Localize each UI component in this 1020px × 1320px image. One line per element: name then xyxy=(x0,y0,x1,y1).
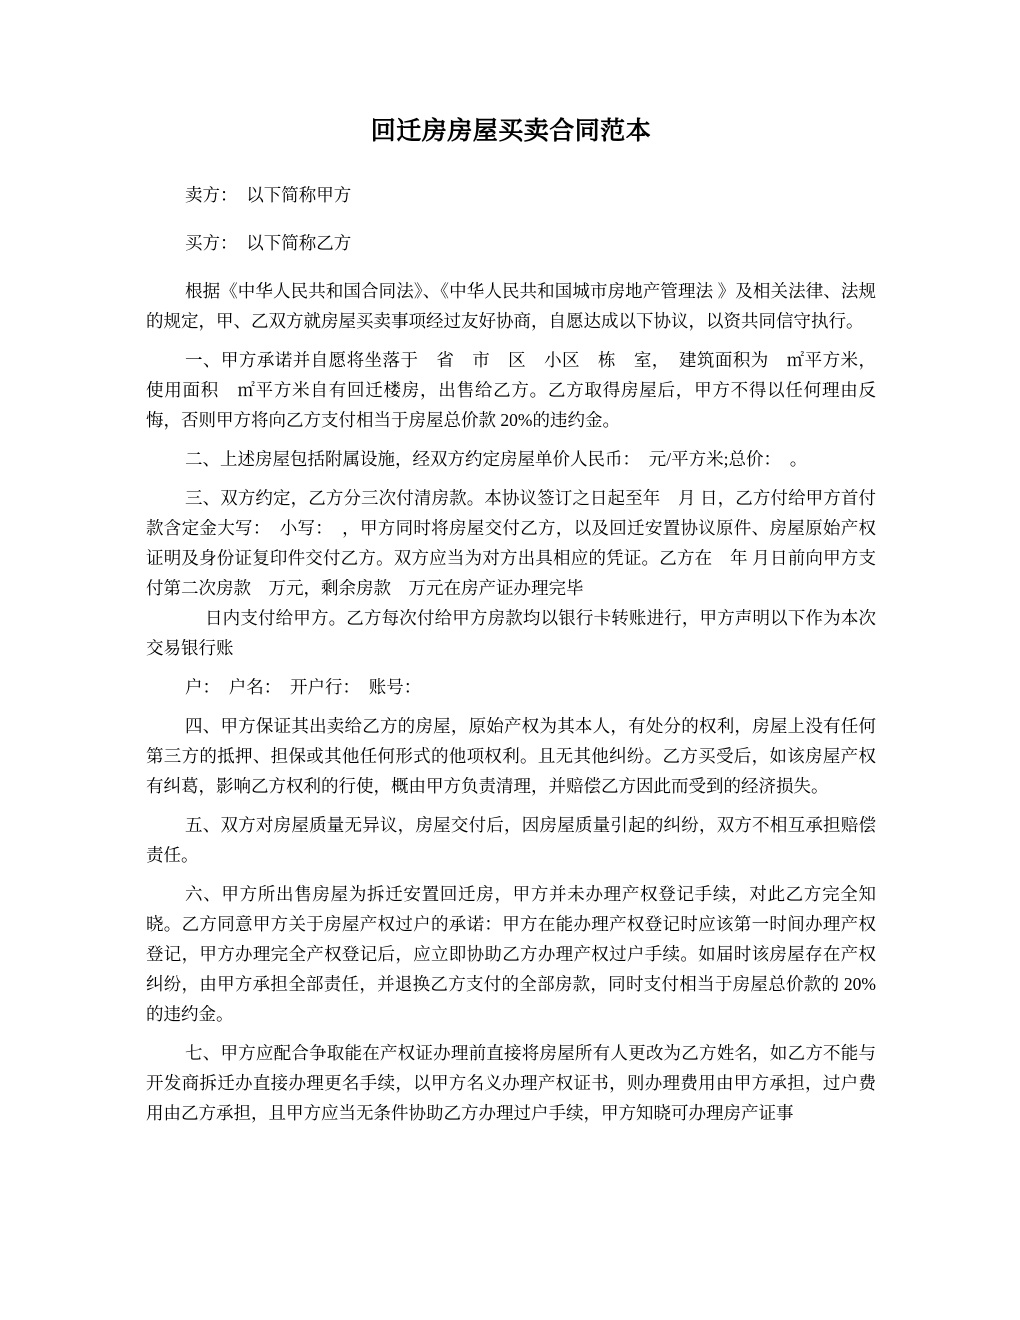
clause-1: 一、甲方承诺并自愿将坐落于 省 市 区 小区 栋 室， 建筑面积为 ㎡平方米，使用面积 ㎡平方米自有回迁楼房，出售给乙方。乙方取得房屋后，甲方不得以任何理由反悔，否则甲方将向乙方支付相当于房屋总价款 20%的违约金。 xyxy=(146,350,876,430)
clause-2: 二、上述房屋包括附属设施，经双方约定房屋单价人民币： 元/平方米;总价： 。 xyxy=(185,449,808,469)
clause-7: 七、甲方应配合争取能在产权证办理前直接将房屋所有人更改为乙方姓名，如乙方不能与开发商拆迁办直接办理更名手续，以甲方名义办理产权证书，则办理费用由甲方承担，过户费用由乙方承担，且甲方应当无条件协助乙方办理过户手续，甲方知晓可办理房产证事 xyxy=(146,1043,876,1123)
clause-6: 六、甲方所出售房屋为拆迁安置回迁房，甲方并未办理产权登记手续，对此乙方完全知晓。乙方同意甲方关于房屋产权过户的承诺：甲方在能办理产权登记时应该第一时间办理产权登记，甲方办理完全产权登记后，应立即协助乙方办理产权过户手续。如届时该房屋存在产权纠纷，由甲方承担全部责任，并退换乙方支付的全部房款，同时支付相当于房屋总价款的 20%的违约金。 xyxy=(146,884,876,1024)
document-title: 回迁房房屋买卖合同范本 xyxy=(370,118,652,145)
clause-3: 三、双方约定，乙方分三次付清房款。本协议签订之日起至年 月 日，乙方付给甲方首付款含定金大写： 小写： ，甲方同时将房屋交付乙方，以及回迁安置协议原件、房屋原始产权证明及身份证复印件交付乙方。双方应当为对方出具相应的凭证。乙方在 年 月日前向甲方支付第二次房款 万元，剩余房款 万元在房产证办理完毕 xyxy=(146,488,876,598)
intro-paragraph: 根据《中华人民共和国合同法》、《中华人民共和国城市房地产管理法 》及相关法律、法规的规定，甲、乙双方就房屋买卖事项经过友好协商，自愿达成以下协议，以资共同信守执行。 xyxy=(146,281,876,331)
clause-3-continuation: 日内支付给甲方。乙方每次付给甲方房款均以银行卡转账进行，甲方声明以下作为本次交易银行账 xyxy=(146,608,876,658)
bank-account-line: 户： 户名： 开户行： 账号： xyxy=(185,677,422,697)
clause-4: 四、甲方保证其出卖给乙方的房屋，原始产权为其本人，有处分的权利，房屋上没有任何第三方的抵押、担保或其他任何形式的他项权利。且无其他纠纷。乙方买受后，如该房屋产权有纠葛，影响乙方权利的行使，概由甲方负责清理，并赔偿乙方因此而受到的经济损失。 xyxy=(146,716,876,796)
seller-party-line: 卖方： 以下简称甲方 xyxy=(185,185,352,205)
clause-5: 五、双方对房屋质量无异议，房屋交付后，因房屋质量引起的纠纷，双方不相互承担赔偿责任。 xyxy=(146,815,876,865)
buyer-party-line: 买方： 以下简称乙方 xyxy=(185,233,352,253)
